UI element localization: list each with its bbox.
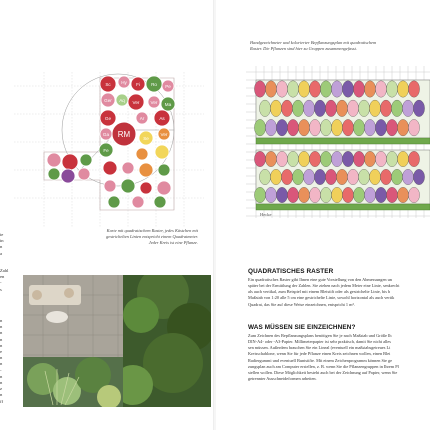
plan-caption: Handgezeichneter und kolorierter Bepflanzungsplan mit quadratischem Raster. Die Pflanzen sind hier zu Gruppen zusammengefasst. [250, 40, 377, 51]
left-page [0, 0, 214, 430]
plan-plant-group [358, 100, 369, 117]
map-plant-circle [155, 145, 169, 159]
plan-plant-group [375, 151, 386, 166]
section2-heading: WAS MÜSSEN SIE EINZEICHNEN? [248, 324, 356, 331]
cushion-left [32, 290, 42, 300]
map-plant-label: Ga [102, 131, 110, 137]
plan-plant-group [364, 151, 375, 166]
plan-plant-group [254, 119, 265, 136]
plan-plant-group [281, 100, 292, 117]
plan-plant-group [336, 100, 347, 117]
edge-text-top: ie in n a [0, 232, 4, 256]
plan-plant-group [369, 169, 380, 184]
plan-plant-group [309, 151, 320, 166]
plan-plant-group [364, 81, 375, 98]
plan-plant-group [353, 81, 364, 98]
planting-map [14, 72, 204, 228]
map-plant-label: Hy [121, 79, 127, 85]
plan-plant-group [353, 187, 364, 202]
plan-plant-group [386, 81, 397, 98]
map-plant-circle [157, 181, 171, 195]
map-plant-label: Fi [136, 81, 140, 87]
plan-bottom-blobs [254, 151, 424, 202]
edge-text-mid: Zahl en - s [0, 268, 9, 292]
plan-plant-group [331, 151, 342, 166]
map-plant-circle [121, 179, 135, 193]
plan-plant-group [397, 81, 408, 98]
map-plant-label: Ver [150, 99, 158, 105]
map-plant-circle [108, 196, 120, 208]
right-page [216, 0, 430, 430]
map-plant-circle [158, 164, 170, 176]
plan-plant-group [298, 119, 309, 136]
plan-plant-group [391, 169, 402, 184]
plan-hedge-top [256, 138, 430, 144]
plan-plant-group [276, 119, 287, 136]
plan-plant-group [402, 169, 413, 184]
plan-plant-group [270, 169, 281, 184]
plan-plant-group [265, 81, 276, 98]
plan-plant-group [265, 119, 276, 136]
plan-plant-group [386, 187, 397, 202]
plan-plant-group [325, 100, 336, 117]
map-plant-circle [122, 162, 134, 174]
plan-plant-group [364, 187, 375, 202]
plan-plant-group [347, 100, 358, 117]
plan-plant-group [309, 187, 320, 202]
plan-plant-group [353, 151, 364, 166]
plan-plant-group [314, 169, 325, 184]
plan-plant-group [287, 151, 298, 166]
plan-plant-group [397, 187, 408, 202]
map-plant-circle [104, 180, 116, 192]
map-plant-circle [154, 196, 166, 208]
section1-body: Ein quadratisches Raster gibt Ihnen eine gute Vorstellung von den Abmessungen un später bei der Ermittlung der Zahlen. Sie ziehen nach jedem Meter eine Linie, senkrecht als auch vertikal, zum Beispiel mit einem Bleistift oder als gestrichelte Linie, bis b Maßstab von 1:20 alle 5 cm eine gestrichelte Linie, sowohl horizontal als auch vertik Quadrat, das Sie auf diese Weise einzeichnen, entspricht 1 m². [248, 277, 400, 307]
map-plant-circle [47, 153, 61, 167]
plan-plant-group [292, 169, 303, 184]
plan-plant-group [325, 169, 336, 184]
map-plant-label: Ro [151, 81, 157, 87]
plan-plant-group [391, 100, 402, 117]
garden-photo [23, 275, 211, 407]
round-table [46, 311, 68, 323]
plan-plant-group [259, 100, 270, 117]
plan-plant-group [342, 151, 353, 166]
plan-plant-group [270, 100, 281, 117]
plan-plant-group [397, 119, 408, 136]
plan-plant-group [276, 81, 287, 98]
map-plant-label: Ar [139, 115, 145, 121]
map-plant-label: Ge [104, 115, 112, 121]
plan-plant-group [320, 119, 331, 136]
plan-plant-group [309, 81, 320, 98]
map-plant-label: Fe [103, 147, 109, 153]
map-plant-circle [62, 154, 78, 170]
plan-plant-group [375, 187, 386, 202]
plan-plant-group [303, 169, 314, 184]
plan-plant-group [408, 81, 419, 98]
plan-plant-group [298, 151, 309, 166]
map-plant-label: Ger [104, 97, 112, 103]
plan-plant-group [320, 187, 331, 202]
plan-plant-group [254, 81, 265, 98]
plan-plant-group [347, 169, 358, 184]
plan-plant-group [413, 100, 424, 117]
plan-plant-group [336, 169, 347, 184]
plan-plant-group [281, 169, 292, 184]
plan-plant-group [309, 119, 320, 136]
planting-plan [246, 66, 430, 226]
map-plant-circle [136, 148, 148, 160]
map-plant-label: Sc [105, 81, 111, 87]
plan-plant-group [364, 119, 375, 136]
plan-plant-group [259, 169, 270, 184]
plan-plant-group [303, 100, 314, 117]
plan-plant-group [408, 187, 419, 202]
plan-label-bottom: Hecke [260, 212, 272, 217]
plan-plant-group [320, 81, 331, 98]
plan-plant-group [375, 81, 386, 98]
map-label-rm: RM [117, 130, 131, 139]
map-caption: Karte mit quadratischem Raster, jedes Kästchen mit gestrichelten Linien entspricht einem Quadratmeter. Jeder Kreis ist eine Pflanze. [106, 228, 198, 245]
plan-plant-group [314, 100, 325, 117]
map-plant-circle [103, 161, 117, 175]
section2-body: Zum Zeichnen des Bepflanzungsplans benötigen Sie je nach Maßstab und Größe Ih DIN-A4- oder -A3-Papier. Millimeterpapier ist sehr praktisch, damit Sie nicht alles sen müssen. Außerdem brauchen Sie ein Lineal (eventuell ein maßstabsgetreues Li Kreisschablone, wenn Sie für jede Pflanze einen Kreis zeichnen wollen, einen Blei Radiergummi und eventuell Buntstifte. Mit einem Zeichenprogramm können Sie ge zungsplan auch am Computer erstellen, z. B. wenn Sie die Pflanzengruppen in Ihrem Pl stellen wollen. Diese Möglichkeit besteht auch bei der Zeichnung auf Papier, wenn Sie getrennter Ausschneideformen arbeiten. [248, 333, 399, 382]
plan-plant-group [331, 187, 342, 202]
plan-plant-group [397, 151, 408, 166]
plan-plant-group [380, 169, 391, 184]
plan-plant-group [380, 100, 391, 117]
map-plant-circle [140, 182, 152, 194]
plan-plant-group [276, 187, 287, 202]
plan-hedge-bottom [256, 204, 430, 210]
map-plant-label: Aq [119, 97, 125, 103]
plan-plant-group [320, 151, 331, 166]
map-plant-circle [78, 168, 90, 180]
edge-text-bottom: n n n n n e n n - n n z n ff [0, 318, 3, 404]
plan-top-blobs [254, 81, 424, 136]
plan-plant-group [287, 81, 298, 98]
plan-plant-group [298, 187, 309, 202]
plan-plant-group [254, 187, 265, 202]
plan-plant-group [413, 169, 424, 184]
plan-plant-group [358, 169, 369, 184]
map-plant-label: Ver [160, 131, 168, 137]
plan-plant-group [265, 187, 276, 202]
map-plant-circle [80, 154, 92, 166]
map-plant-label: Ver [132, 99, 140, 105]
plan-plant-group [342, 187, 353, 202]
plan-plant-group [292, 100, 303, 117]
plan-plant-group [287, 119, 298, 136]
plan-plant-group [342, 81, 353, 98]
plan-plant-group [353, 119, 364, 136]
plan-plant-group [369, 100, 380, 117]
map-plant-circle [48, 168, 60, 180]
plan-plant-group [386, 151, 397, 166]
map-plant-label: Pe [165, 83, 171, 89]
map-plant-circle [139, 163, 153, 177]
plan-plant-group [386, 119, 397, 136]
section1-heading: QUADRATISCHES RASTER [248, 268, 334, 275]
map-plant-label: As [159, 115, 165, 121]
plan-plant-group [331, 119, 342, 136]
plan-plant-group [287, 187, 298, 202]
map-plant-label: Ma [164, 101, 172, 107]
plan-plant-group [254, 151, 265, 166]
plan-plant-group [265, 151, 276, 166]
plan-plant-group [342, 119, 353, 136]
plan-plant-group [331, 81, 342, 98]
map-plant-circle [132, 196, 144, 208]
plan-plant-group [408, 119, 419, 136]
map-plant-label: Se [143, 135, 149, 141]
plan-plant-group [402, 100, 413, 117]
plan-plant-group [408, 151, 419, 166]
plan-plant-group [276, 151, 287, 166]
plan-plant-group [298, 81, 309, 98]
plan-plant-group [375, 119, 386, 136]
map-plant-circle [61, 169, 75, 183]
